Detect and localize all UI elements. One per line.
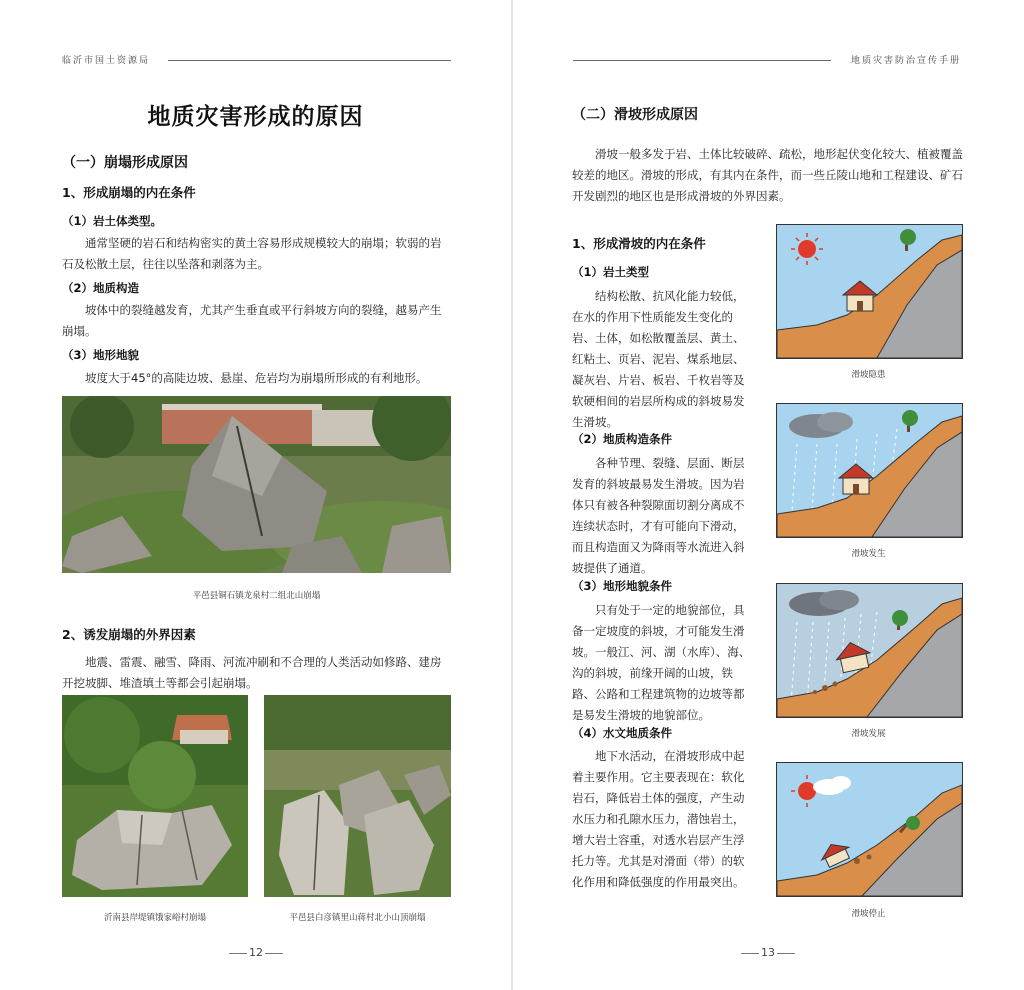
page-number-dash: [777, 953, 795, 954]
landslide-stop-illustration: [776, 762, 963, 897]
item-rock-type-title: （1）岩土体类型。: [62, 214, 163, 228]
landslide-occurrence-illustration: [776, 403, 963, 538]
left-page: [0, 0, 511, 990]
item-hydro-title: （4）水文地质条件: [572, 726, 673, 740]
collapse-photo-longquan-caption: 平邑县铜石镇龙泉村二组北山崩塌: [192, 591, 321, 601]
subheading-landslide-internal: 1、形成滑坡的内在条件: [572, 236, 706, 251]
landslide-development-caption: 滑坡发展: [851, 729, 886, 739]
page-number-right: [728, 946, 808, 959]
item-soil-type-title: （1）岩土类型: [572, 265, 650, 279]
page-number-left: [216, 946, 296, 959]
subheading-collapse-external: 2、诱发崩塌的外界因素: [62, 627, 196, 642]
landslide-hazard-caption: 滑坡隐患: [851, 370, 886, 380]
item-rock-type-text: 通常坚硬的岩石和结构密实的黄土容易形成规模较大的崩塌；软弱的岩石及松散土层，往往以坠落和剥落为主。: [62, 236, 442, 271]
landslide-occurrence-caption: 滑坡发生: [851, 549, 886, 559]
left-header: 临沂市国土资源局: [62, 56, 151, 66]
item-structure-text: 坡体中的裂缝越发育，尤其产生垂直或平行斜坡方向的裂缝，越易产生崩塌。: [62, 303, 442, 338]
collapse-photo-lishanjiang: [264, 695, 451, 897]
collapse-photo-yijiayu-caption: 沂南县岸堤镇饿家峪村崩塌: [103, 913, 206, 923]
left-header-rule: [168, 60, 451, 61]
subheading-collapse-internal: 1、形成崩塌的内在条件: [62, 185, 196, 200]
item-landform-title: （3）地形地貌条件: [572, 579, 673, 593]
page-title: 地质灾害形成的原因: [147, 104, 364, 130]
landslide-hazard-illustration: [776, 224, 963, 359]
landslide-stop-caption: 滑坡停止: [851, 909, 886, 919]
item-hydro-text: 地下水活动，在滑坡形成中起着主要作用。它主要表现在：软化岩石，降低岩土体的强度，产生动水压力和孔隙水压力，潜蚀岩土，增大岩土容重，对透水岩层产生浮托力等。尤其是对滑面（带）的软化作用和降低强度的作用最突出。: [572, 749, 745, 889]
item-structure-title: （2）地质构造: [62, 281, 140, 295]
page-number-right-text: 13: [761, 946, 775, 959]
collapse-external-text: 地震、雷震、融雪、降雨、河流冲刷和不合理的人类活动如修路、建房开挖坡脚、堆渣填土等都会引起崩塌。: [62, 655, 442, 690]
item-landform-text: 只有处于一定的地貌部位，具备一定坡度的斜坡，才可能发生滑坡。一般江、河、湖（水库）、海、沟的斜坡，前缘开阔的山坡，铁路、公路和工程建筑物的边坡等都是易发生滑坡的地貌部位。: [572, 603, 751, 722]
right-header-rule: [573, 60, 831, 61]
section-heading-collapse: （一）崩塌形成原因: [62, 155, 188, 171]
page-number-dash: [265, 953, 283, 954]
right-page: [513, 0, 1024, 990]
collapse-photo-longquan: [62, 396, 451, 573]
right-header: 地质灾害防治宣传手册: [851, 56, 962, 66]
item-geo-structure-title: （2）地质构造条件: [572, 432, 673, 446]
collapse-photo-lishanjiang-caption: 平邑县白彦镇里山蒋村北小山顶崩塌: [289, 913, 426, 923]
page-number-left-text: 12: [249, 946, 263, 959]
page-number-dash: [229, 953, 247, 954]
page-number-dash: [741, 953, 759, 954]
item-geo-structure-text: 各种节理、裂缝、层面、断层发育的斜坡最易发生滑坡。因为岩体只有被各种裂隙面切割分离成不连续状态时，才有可能向下滑动，而且构造面又为降雨等水流进入斜坡提供了通道。: [572, 456, 745, 575]
section-heading-landslide: （二）滑坡形成原因: [572, 107, 698, 123]
collapse-photo-yijiayu: [62, 695, 248, 897]
landslide-intro-text: 滑坡一般多发于岩、土体比较破碎、疏松，地形起伏变化较大、植被覆盖较差的地区。滑坡的形成，有其内在条件，而一些丘陵山地和工程建设、矿石开发剧烈的地区也是形成滑坡的外界因素。: [572, 147, 963, 203]
item-soil-type-text: 结构松散、抗风化能力较低，在水的作用下性质能发生变化的岩、土体，如松散覆盖层、黄土、红粘土、页岩、泥岩、煤系地层、凝灰岩、片岩、板岩、千枚岩等及软硬相间的岩层所构成的斜坡易发生滑坡。: [572, 289, 745, 429]
item-terrain-title: （3）地形地貌: [62, 348, 140, 362]
item-terrain-text: 坡度大于45°的高陡边坡、悬崖、危岩均为崩塌所形成的有利地形。: [85, 371, 428, 385]
landslide-development-illustration: [776, 583, 963, 718]
